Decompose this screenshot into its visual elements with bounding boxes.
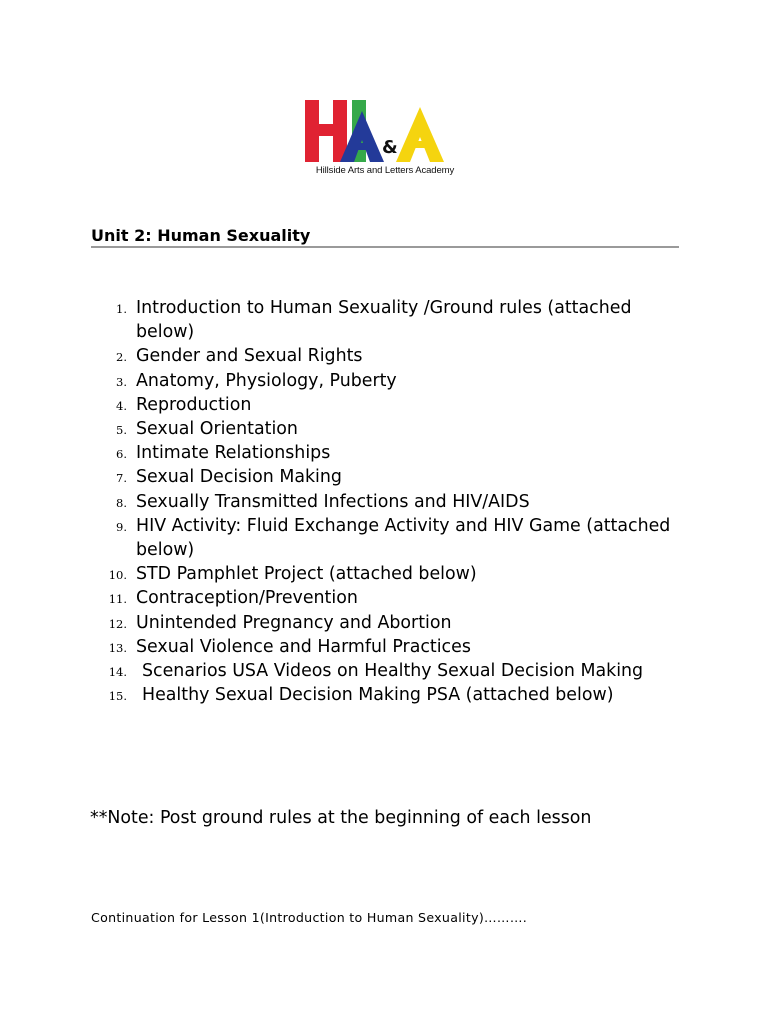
lesson-number: 15. xyxy=(108,689,127,704)
ground-rules-note: **Note: Post ground rules at the beginning of each lesson xyxy=(90,808,592,828)
lesson-number: 10. xyxy=(108,568,127,583)
lesson-item xyxy=(0,586,770,610)
lesson-item xyxy=(0,683,770,707)
lesson-number: 6. xyxy=(116,447,127,462)
lesson-title: Healthy Sexual Decision Making PSA (attached below) xyxy=(142,685,614,706)
lesson-item xyxy=(0,514,770,562)
unit-title: Unit 2: Human Sexuality xyxy=(91,226,311,245)
lesson-title: HIV Activity: Fluid Exchange Activity and HIV Game (attached below) xyxy=(136,515,676,561)
logo-letter-a-yellow xyxy=(396,107,444,162)
logo-letter-h xyxy=(305,100,347,162)
continuation-heading: Continuation for Lesson 1(Introduction to Human Sexuality)………. xyxy=(91,910,528,925)
lesson-number: 5. xyxy=(116,423,127,438)
lesson-title: Gender and Sexual Rights xyxy=(136,346,363,367)
lesson-item xyxy=(0,611,770,635)
lesson-list xyxy=(0,296,770,707)
lesson-title: Scenarios USA Videos on Healthy Sexual Decision Making xyxy=(142,661,644,682)
lesson-number: 11. xyxy=(108,592,127,607)
lesson-title: Sexual Decision Making xyxy=(136,467,342,488)
lesson-title: STD Pamphlet Project (attached below) xyxy=(136,564,477,585)
hala-logo-mark xyxy=(300,97,470,163)
lesson-title: Sexual Violence and Harmful Practices xyxy=(136,636,471,657)
lesson-title: Sexually Transmitted Infections and HIV/AIDS xyxy=(136,491,530,512)
lesson-item xyxy=(0,562,770,586)
lesson-title: Sexual Orientation xyxy=(136,419,298,440)
lesson-item xyxy=(0,393,770,417)
lesson-item xyxy=(0,659,770,683)
lesson-number: 2. xyxy=(116,350,127,365)
lesson-number: 3. xyxy=(116,374,127,389)
lesson-title: Reproduction xyxy=(136,394,252,415)
lesson-number: 13. xyxy=(108,640,127,655)
lesson-number: 8. xyxy=(116,495,127,510)
lesson-number: 14. xyxy=(108,665,127,680)
lesson-number: 12. xyxy=(108,616,127,631)
lesson-item xyxy=(0,344,770,368)
lesson-number: 4. xyxy=(116,398,127,413)
lesson-title: Unintended Pregnancy and Abortion xyxy=(136,612,452,633)
lesson-item xyxy=(0,490,770,514)
school-logo xyxy=(300,97,470,179)
lesson-item xyxy=(0,417,770,441)
title-underline xyxy=(91,246,679,248)
lesson-item xyxy=(0,635,770,659)
lesson-number: 7. xyxy=(116,471,127,486)
lesson-title: Anatomy, Physiology, Puberty xyxy=(136,370,397,391)
lesson-item xyxy=(0,465,770,489)
lesson-item xyxy=(0,296,770,344)
lesson-title: Contraception/Prevention xyxy=(136,588,358,609)
logo-caption: Hillside Arts and Letters Academy xyxy=(315,165,455,176)
lesson-title: Intimate Relationships xyxy=(136,443,331,464)
logo-ampersand: & xyxy=(382,137,398,158)
lesson-item xyxy=(0,369,770,393)
lesson-title: Introduction to Human Sexuality /Ground rules (attached below) xyxy=(136,298,638,343)
lesson-item xyxy=(0,441,770,465)
lesson-number: 1. xyxy=(116,302,127,316)
lesson-number: 9. xyxy=(116,519,127,534)
